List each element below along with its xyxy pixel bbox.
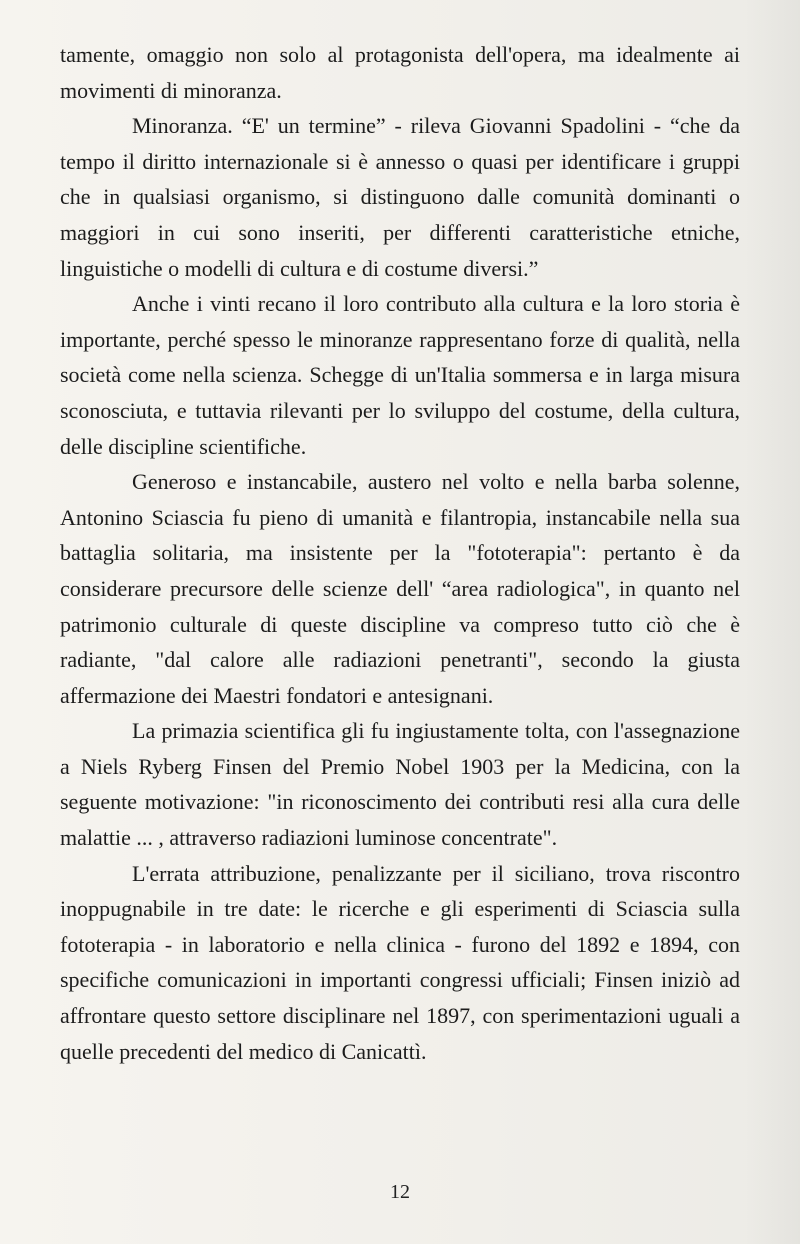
paragraph-continuation: tamente, omaggio non solo al protagonista dell'opera, ma idealmente ai movimenti di minoranza. bbox=[60, 42, 740, 103]
paragraph-generoso: Generoso e instancabile, austero nel volto e nella barba solenne, Antonino Sciascia fu pieno di umanità e filantropia, instancabile nella sua battaglia solitaria, ma insistente per la "fototerapia": pertanto è da considerare precursore delle scienze dell' “area radiologica", in quanto nel patrimonio culturale di queste discipline va compreso tutto ciò che è radiante, "dal calore alle radiazioni penetranti", secondo la giusta affermazione dei Maestri fondatori e antesignani. bbox=[60, 469, 740, 708]
scan-edge-shadow bbox=[745, 0, 800, 1244]
paragraph-primazia: La primazia scientifica gli fu ingiustamente tolta, con l'assegnazione a Niels Ryberg Finsen del Premio Nobel 1903 per la Medicina, con la seguente motivazione: "in riconoscimento dei contributi resi alla cura delle malattie ... , attraverso radiazioni luminose concentrate". bbox=[60, 718, 740, 851]
paragraph-minoranza: Minoranza. “E' un termine” - rileva Giovanni Spadolini - “che da tempo il diritto internazionale si è annesso o quasi per identificare i gruppi che in qualsiasi organismo, si distinguono dalle comunità dominanti o maggiori in cui sono inseriti, per differenti caratteristiche etniche, linguistiche o modelli di cultura e di costume diversi.” bbox=[60, 113, 740, 281]
paragraph-errata-attribuzione: L'errata attribuzione, penalizzante per il siciliano, trova riscontro inoppugnabile in tre date: le ricerche e gli esperimenti di Sciascia sulla fototerapia - in laboratorio e nella clinica - furono del 1892 e 1894, con specifiche comunicazioni in importanti congressi ufficiali; Finsen iniziò ad affrontare questo settore disciplinare nel 1897, con sperimentazioni uguali a quelle precedenti del medico di Canicattì. bbox=[60, 860, 740, 1064]
paragraph-vinti: Anche i vinti recano il loro contributo alla cultura e la loro storia è importante, perché spesso le minoranze rappresentano forze di qualità, nella società come nella scienza. Schegge di un'Italia sommersa e in larga misura sconosciuta, e tuttavia rilevanti per lo sviluppo del costume, della cultura, delle discipline scientifiche. bbox=[60, 291, 740, 459]
body-text bbox=[60, 37, 740, 1069]
page-number: 12 bbox=[390, 1181, 410, 1203]
